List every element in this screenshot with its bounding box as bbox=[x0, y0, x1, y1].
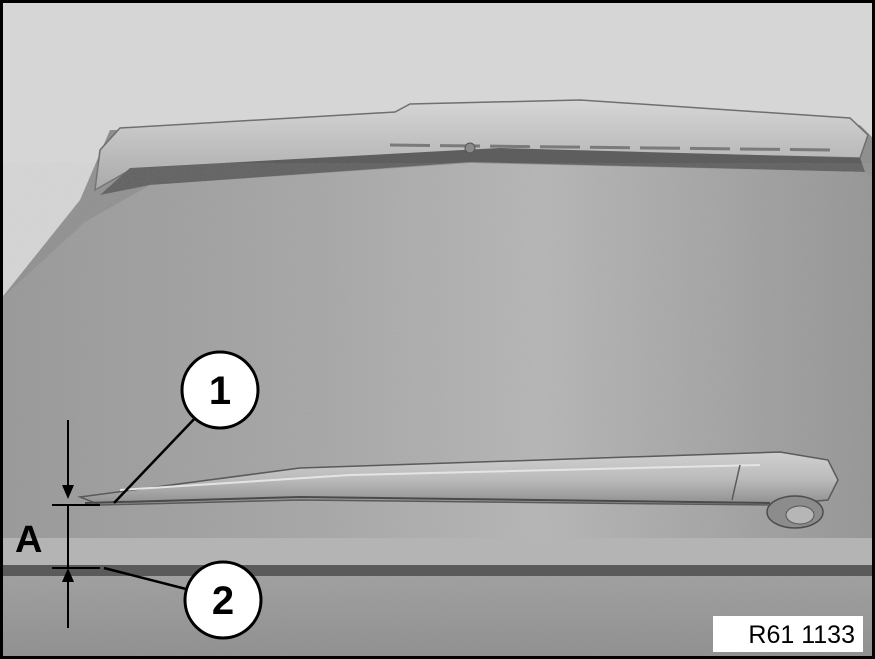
wiper-pivot-nut bbox=[786, 506, 814, 524]
tailgate-lower-edge bbox=[0, 538, 875, 565]
reference-code-box bbox=[713, 616, 863, 652]
dimension-label: A bbox=[15, 519, 43, 561]
washer-nozzle bbox=[465, 143, 475, 153]
reference-code: R61 1133 bbox=[748, 621, 855, 649]
callout-1-label: 1 bbox=[208, 369, 232, 413]
callout-2-label: 2 bbox=[211, 579, 235, 623]
